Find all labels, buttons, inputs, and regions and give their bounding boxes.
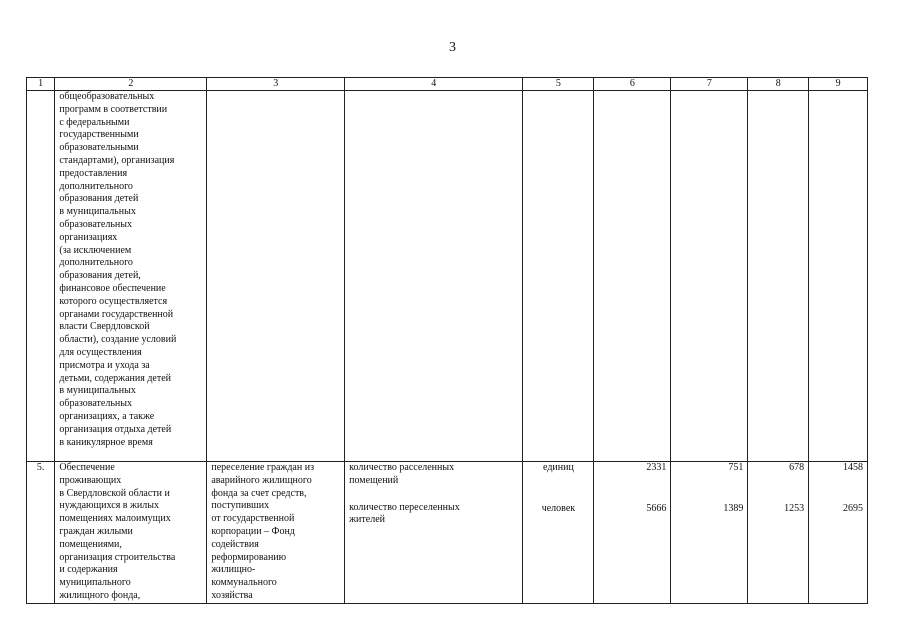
value: 1389 — [723, 502, 744, 514]
value: 2331 — [646, 462, 667, 473]
cell-empty — [809, 91, 868, 462]
cell-col-6 — [594, 462, 671, 604]
value: 1253 — [784, 502, 805, 514]
column-header-8: 8 — [748, 78, 809, 91]
cell-empty — [594, 91, 671, 462]
cell-activity: переселение граждан из аварийного жилищного фонда за счет средств, поступивших от государственной корпорации – Фонд содействия реформированию жилищно- коммунального хозяйства — [207, 462, 345, 604]
cell-empty — [671, 91, 748, 462]
column-header-4: 4 — [345, 78, 523, 91]
indicator-name: количество расселенных помещений — [349, 462, 455, 486]
cell-empty — [748, 91, 809, 462]
column-header-3: 3 — [207, 78, 345, 91]
indicator-unit: человек — [541, 502, 576, 514]
column-header-9: 9 — [809, 78, 868, 91]
value: 2695 — [843, 502, 863, 514]
cell-col-9 — [809, 462, 868, 604]
value: 5666 — [646, 502, 667, 514]
cell-task-description: Обеспечение проживающих в Свердловской области и нуждающихся в жилых помещениях малоимущих граждан жилыми помещениями, организация строительства и содержания муниципального жилищного фонда, — [55, 462, 207, 604]
cell-row-number: 5. — [27, 462, 55, 604]
cell-empty — [207, 91, 345, 462]
cell-units — [523, 462, 594, 604]
cell-number-empty — [27, 91, 55, 462]
column-header-5: 5 — [523, 78, 594, 91]
column-header-6: 6 — [594, 78, 671, 91]
column-header-1: 1 — [27, 78, 55, 91]
value: 751 — [728, 462, 744, 473]
cell-indicator-names — [345, 462, 523, 604]
indicator-unit: единиц — [543, 462, 574, 473]
column-header-7: 7 — [671, 78, 748, 91]
page-number: 3 — [449, 40, 456, 55]
cell-empty — [523, 91, 594, 462]
value: 678 — [789, 462, 805, 473]
indicator-name: количество переселенных жителей — [349, 501, 460, 526]
value: 1458 — [843, 462, 863, 473]
cell-task-description: общеобразовательных программ в соответствии с федеральными государственными образовательными стандартами), организация предоставления дополнительного образования детей в муниципальных образовательных организациях (за исключением дополнительного образования детей, финансовое обеспечение которого осуществляется органами государственной власти Свердловской области), создание условий для осуществления присмотра и ухода за детьми, содержания детей в муниципальных образовательных организациях, а также организация отдыха детей в каникулярное время — [55, 91, 207, 462]
cell-empty — [345, 91, 523, 462]
column-header-2: 2 — [55, 78, 207, 91]
indicators-table — [26, 77, 868, 604]
cell-col-7 — [671, 462, 748, 604]
cell-col-8 — [748, 462, 809, 604]
table-header-row — [27, 78, 868, 91]
table-row-5 — [27, 462, 868, 604]
table-row-continuation — [27, 91, 868, 462]
